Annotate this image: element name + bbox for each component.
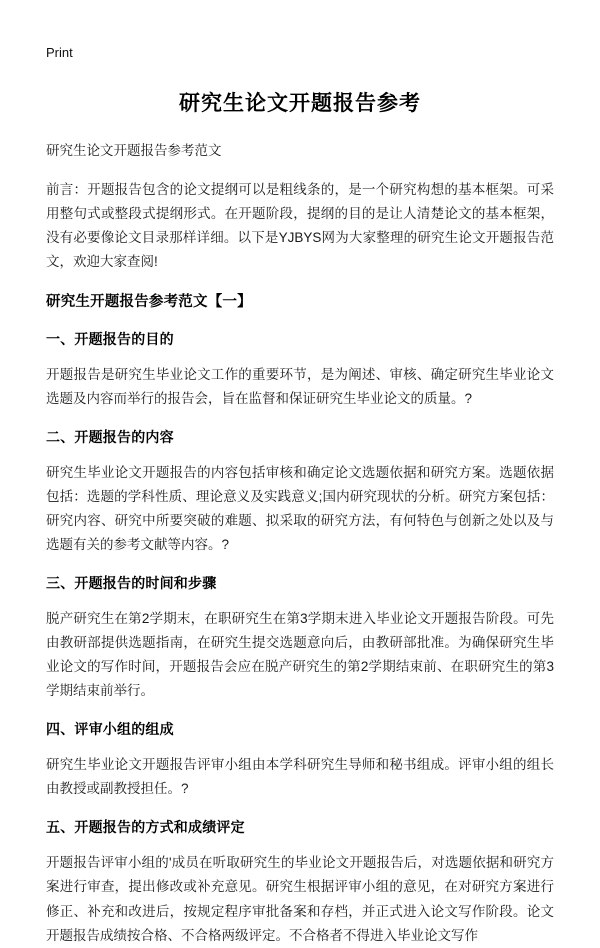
print-button[interactable]: Print (46, 45, 73, 60)
document-subtitle: 研究生论文开题报告参考范文 (46, 142, 222, 158)
section-body-2: 研究生毕业论文开题报告的内容包括审核和确定论文选题依据和研究方案。选题依据包括：选题的学科性质、理论意义及实践意义;国内研究现状的分析。研究方案包括：研究内容、研究中所要突破的难题、拟采取的研究方法，有何特色与创新之处以及与选题有关的参考文献等内容。? (46, 465, 554, 553)
section-body-1: 开题报告是研究生毕业论文工作的重要环节，是为阐述、审核、确定研究生毕业论文选题及内容而举行的报告会，旨在监督和保证研究生毕业论文的质量。? (46, 367, 554, 407)
section-heading-4: 四、评审小组的组成 (46, 721, 174, 738)
section-heading-1: 一、开题报告的目的 (46, 331, 174, 348)
section-heading-3: 三、开题报告的时间和步骤 (46, 575, 217, 592)
section-body-5: 开题报告评审小组的'成员在听取研究生的毕业论文开题报告后，对选题依据和研究方案进行审查，提出修改或补充意见。研究生根据评审小组的意见，在对研究方案进行修正、补充和改进后，按规定程序审批备案和存档，并正式进入论文写作阶段。论文开题报告成绩按合格、不合格两级评定。不合格者不得进入毕业论文写作 (46, 855, 554, 943)
document-intro: 前言：开题报告包含的论文提纲可以是粗线条的，是一个研究构想的基本框架。可采用整句式或整段式提纲形式。在开题阶段，提纲的目的是让人清楚论文的基本框架，没有必要像论文目录那样详细。以下是YJBYS网为大家整理的研究生论文开题报告范文，欢迎大家查阅! (46, 182, 554, 270)
section-body-3: 脱产研究生在第2学期末，在职研究生在第3学期末进入毕业论文开题报告阶段。可先由教研部提供选题指南，在研究生提交选题意向后，由教研部批准。为确保研究生毕业论文的写作时间，开题报告会应在脱产研究生的第2学期结束前、在职研究生的第3学期结束前举行。 (46, 611, 554, 699)
page-title: 研究生论文开题报告参考 (179, 91, 421, 115)
section-heading-5: 五、开题报告的方式和成绩评定 (46, 819, 245, 836)
section-heading-main: 研究生开题报告参考范文【一】 (46, 294, 252, 311)
section-body-4: 研究生毕业论文开题报告评审小组由本学科研究生导师和秘书组成。评审小组的组长由教授或副教授担任。? (46, 757, 554, 797)
section-heading-2: 二、开题报告的内容 (46, 429, 174, 446)
